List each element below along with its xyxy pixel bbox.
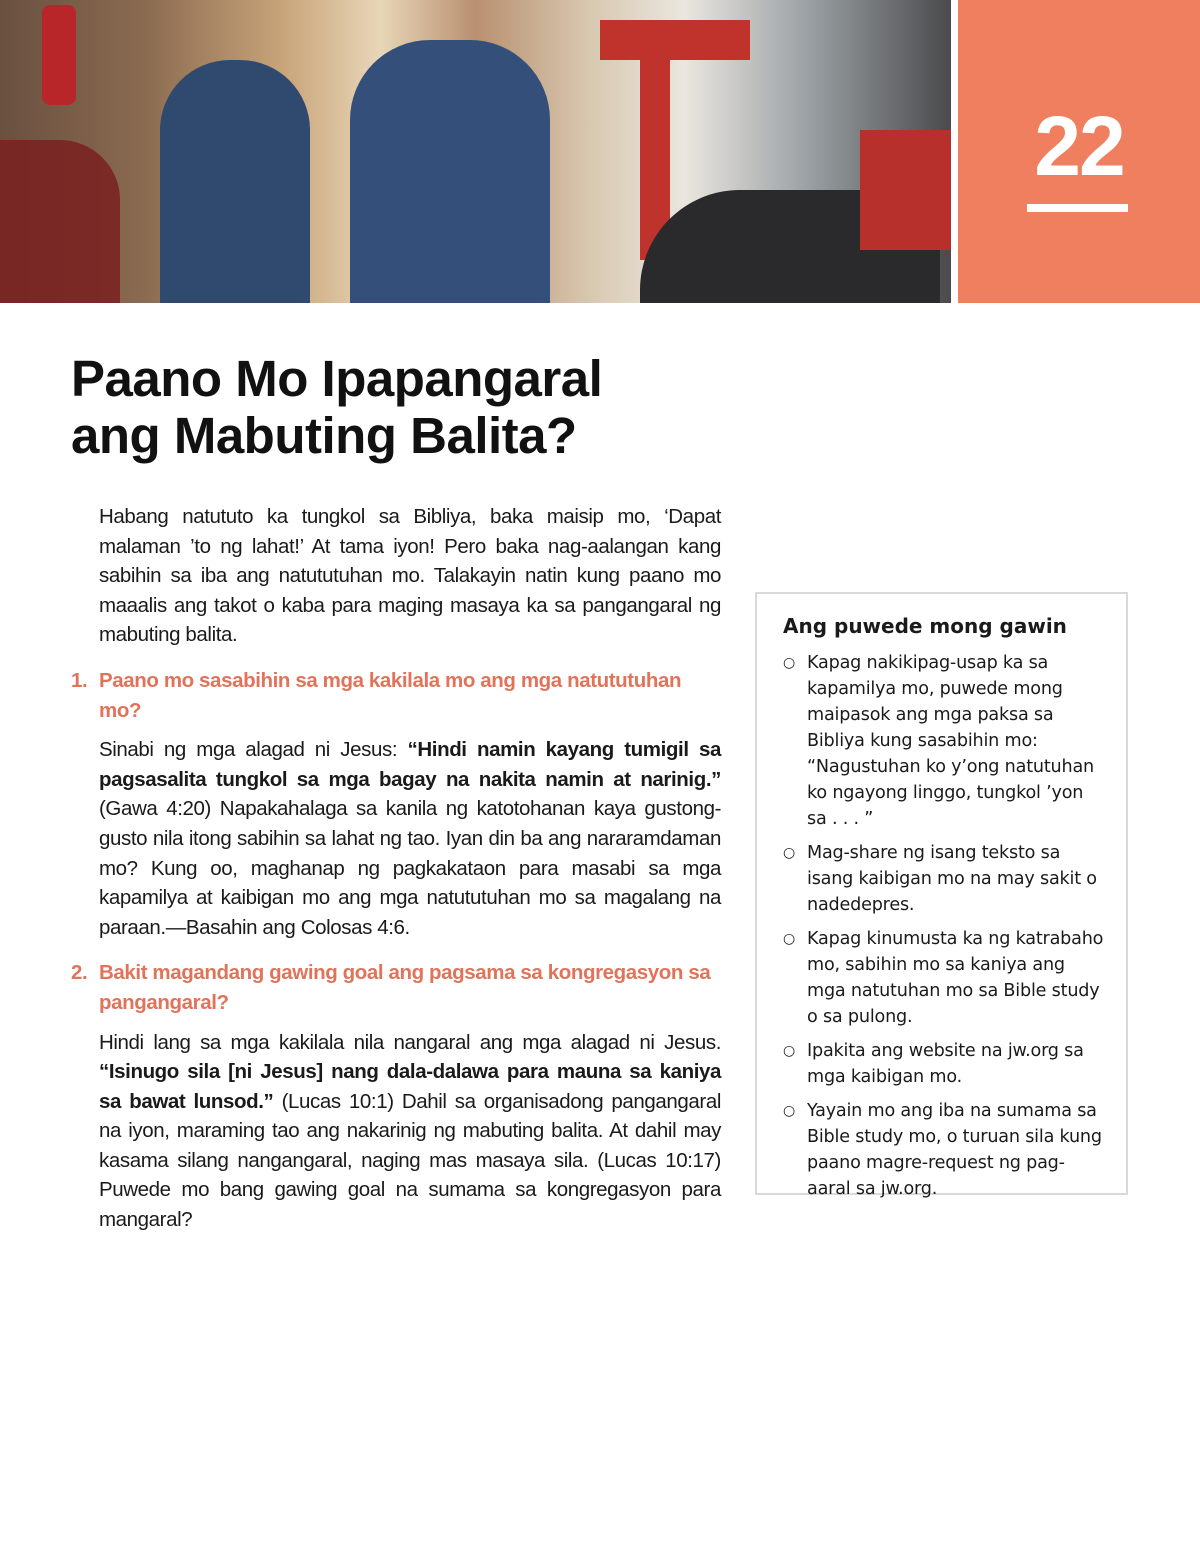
sidebar-box (755, 592, 1128, 1199)
question-1 (71, 666, 721, 725)
list-item (783, 926, 1106, 1030)
circle-bullet-icon: ○ (783, 1043, 796, 1059)
title-line-1: Paano Mo Ipapangaral (71, 350, 603, 407)
circle-bullet-icon: ○ (783, 1103, 796, 1119)
person-younger-shape (350, 40, 550, 303)
answer-paragraph-1 (99, 735, 721, 942)
main-content (71, 502, 721, 1235)
list-item (783, 840, 1106, 918)
text-segment: Hindi lang sa mga kakilala nila nangaral ang mga alagad ni Jesus. (99, 1030, 721, 1054)
text-segment: Sinabi ng mga alagad ni Jesus: (99, 738, 408, 762)
list-item-text: Kapag nakikipag-usap ka sa kapamilya mo, puwede mong maipasok ang mga paksa sa Bibliya kung sasabihin mo: “Nagustuhan ko y’ong natutuhan ko ngayong linggo, tungkol ’yon sa . . . ” (807, 653, 1094, 829)
circle-bullet-icon: ○ (783, 845, 796, 861)
question-number: 1. (71, 668, 88, 692)
question-2 (71, 958, 721, 1017)
header-photo (0, 0, 951, 303)
scripture-quote: “Hindi namin kayang tumigil sa pagsasalita tungkol sa mga bagay na nakita namin at narinig.” (99, 738, 721, 791)
page-title (71, 350, 602, 464)
circle-bullet-icon: ○ (783, 655, 796, 671)
question-number: 2. (71, 961, 88, 985)
lesson-number: 22 (1034, 99, 1124, 193)
intro-paragraph: Habang natututo ka tungkol sa Bibliya, baka maisip mo, ‘Dapat malaman ’to ng lahat!’ At tama iyon! Pero baka nag-aalangan kang sabihin sa iba ang natututuhan mo. Talakayin natin kung paano mo maaalis ang takot o kaba para maging masaya ka sa pangangaral ng mabuting balita. (99, 505, 721, 647)
fire-extinguisher-shape (42, 5, 76, 105)
text-segment: (Lucas 10:1) Dahil sa organisadong pangangaral na iyon, maraming tao ang nakarinig ng mabuting balita. At dahil may kasama silang nangangaral, naging mas masaya sila. (Lucas 10:17) Puwede mo bang gawing goal na sumama sa kongregasyon para mangaral? (99, 1089, 722, 1232)
person-older-shape (160, 60, 310, 303)
motorcycle-left-shape (0, 140, 120, 303)
lesson-number-badge (958, 0, 1200, 303)
scripture-quote: “Isinugo sila [ni Jesus] nang dala-dalawa para mauna sa kaniya sa bawat lunsod.” (99, 1060, 721, 1113)
title-line-2: ang Mabuting Balita? (71, 407, 577, 464)
lesson-number-underline (1027, 204, 1128, 212)
sidebar-title: Ang puwede mong gawin (783, 614, 1067, 638)
question-text: Bakit magandang gawing goal ang pagsama sa kongregasyon sa pangangaral? (99, 961, 711, 1014)
text-segment: (Gawa 4:20) Napakahalaga sa kanila ng katotohanan kaya gustong-gusto nila itong sabihin sa lahat ng tao. Iyan din ba ang nararamdaman mo? Kung oo, maghanap ng pagkakataon para masabi sa mga kapamilya at kaibigan mo ang mga natututuhan mo sa magalang na paraan.—Basahin ang Colosas 4:6. (99, 797, 721, 939)
circle-bullet-icon: ○ (783, 931, 796, 947)
list-item (783, 1098, 1106, 1202)
list-item-text: Ipakita ang website na jw.org sa mga kaibigan mo. (807, 1041, 1084, 1087)
list-item-text: Yayain mo ang iba na sumama sa Bible study mo, o turuan sila kung paano magre-request ng pag-aaral sa jw.org. (807, 1101, 1102, 1199)
list-item-text: Kapag kinumusta ka ng katrabaho mo, sabihin mo sa kaniya ang mga natutuhan mo sa Bible study o sa pulong. (807, 929, 1104, 1027)
answer-paragraph-2 (99, 1028, 721, 1235)
question-text: Paano mo sasabihin sa mga kakilala mo ang mga natututuhan mo? (99, 668, 682, 722)
red-lift-shape (600, 20, 750, 60)
red-machine-shape (860, 130, 951, 250)
list-item-text: Mag-share ng isang teksto sa isang kaibigan mo na may sakit o nadedepres. (807, 843, 1097, 915)
list-item (783, 650, 1106, 832)
sidebar-list (783, 650, 1106, 1202)
list-item (783, 1038, 1106, 1090)
